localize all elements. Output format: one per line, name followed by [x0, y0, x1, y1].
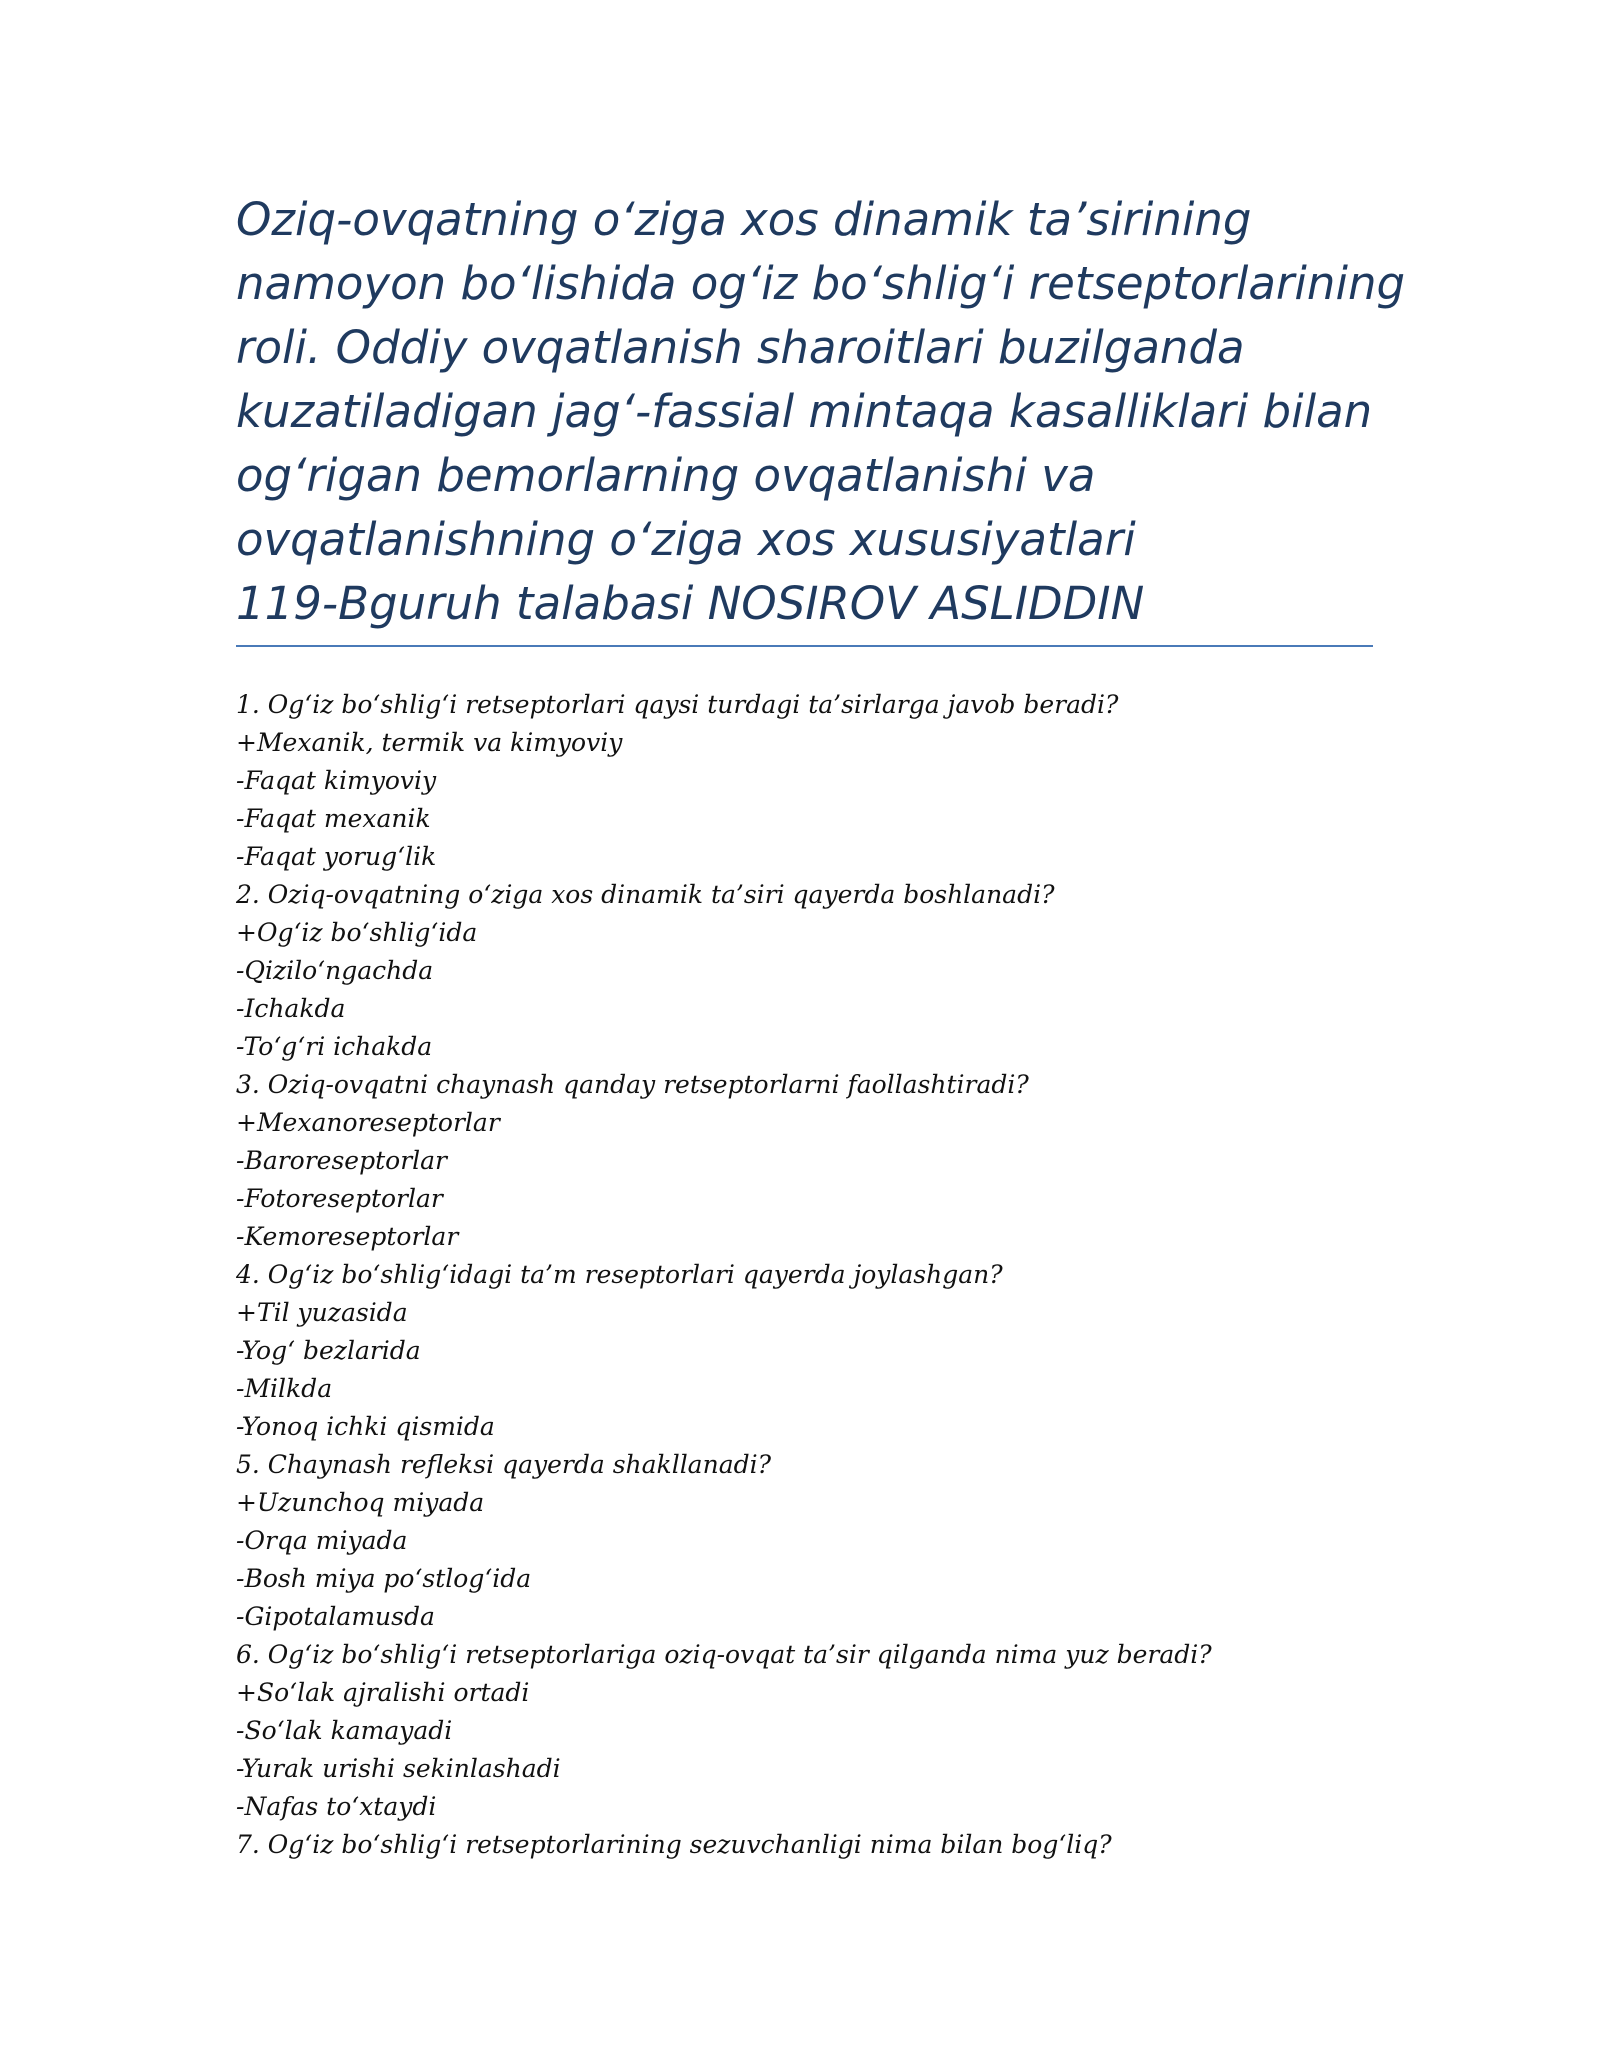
question-text: 5. Chaynash refleksi qayerda shakllanadi?: [236, 1450, 771, 1479]
answer-option: -So‘lak kamayadi: [236, 1716, 453, 1745]
answer-option: -Fotoreseptorlar: [236, 1184, 443, 1213]
title-divider: [236, 645, 1373, 647]
answer-option: -Milkda: [236, 1374, 333, 1403]
question-list: [236, 686, 1376, 1864]
answer-option: -Gipotalamusda: [236, 1602, 435, 1631]
author-line: 119-Bguruh talabasi NOSIROV ASLIDDIN: [236, 577, 1145, 630]
title-line: kuzatiladigan jag‘-fassial mintaqa kasalliklari bilan: [236, 385, 1373, 438]
answer-option: -Yog‘ bezlarida: [236, 1336, 421, 1365]
correct-answer: +So‘lak ajralishi ortadi: [236, 1678, 530, 1707]
question-text: 3. Oziq-ovqatni chaynash qanday retseptorlarni faollashtiradi?: [236, 1070, 1029, 1099]
answer-option: -Bosh miya po‘stlog‘ida: [236, 1564, 532, 1593]
correct-answer: +Mexanik, termik va kimyoviy: [236, 728, 623, 757]
question-text: 1. Og‘iz bo‘shlig‘i retseptorlari qaysi turdagi ta’sirlarga javob beradi?: [236, 690, 1119, 719]
document-title: [236, 188, 1406, 636]
answer-option: -Baroreseptorlar: [236, 1146, 447, 1175]
title-line: ovqatlanishning o‘ziga xos xususiyatlari: [236, 513, 1136, 566]
answer-option: -Faqat kimyoviy: [236, 766, 437, 795]
answer-option: -Ichakda: [236, 994, 346, 1023]
answer-option: -Nafas to‘xtaydi: [236, 1792, 437, 1821]
answer-option: -To‘g‘ri ichakda: [236, 1032, 433, 1061]
answer-option: -Qizilo‘ngachda: [236, 956, 434, 985]
question-text: 4. Og‘iz bo‘shlig‘idagi ta’m reseptorlari qayerda joylashgan?: [236, 1260, 1003, 1289]
title-line: roli. Oddiy ovqatlanish sharoitlari buzilganda: [236, 321, 1245, 374]
correct-answer: +Mexanoreseptorlar: [236, 1108, 500, 1137]
correct-answer: +Uzunchoq miyada: [236, 1488, 485, 1517]
answer-option: -Kemoreseptorlar: [236, 1222, 459, 1251]
answer-option: -Yonoq ichki qismida: [236, 1412, 495, 1441]
title-line: Oziq-ovqatning o‘ziga xos dinamik ta’sirining: [236, 193, 1252, 246]
answer-option: -Yurak urishi sekinlashadi: [236, 1754, 561, 1783]
question-text: 7. Og‘iz bo‘shlig‘i retseptorlarining sezuvchanligi nima bilan bog‘liq?: [236, 1830, 1112, 1859]
question-text: 6. Og‘iz bo‘shlig‘i retseptorlariga oziq-ovqat ta’sir qilganda nima yuz beradi?: [236, 1640, 1212, 1669]
answer-option: -Orqa miyada: [236, 1526, 408, 1555]
correct-answer: +Og‘iz bo‘shlig‘ida: [236, 918, 478, 947]
correct-answer: +Til yuzasida: [236, 1298, 408, 1327]
title-line: namoyon bo‘lishida og‘iz bo‘shlig‘i retseptorlarining: [236, 257, 1406, 310]
question-text: 2. Oziq-ovqatning o‘ziga xos dinamik ta’siri qayerda boshlanadi?: [236, 880, 1055, 909]
answer-option: -Faqat mexanik: [236, 804, 431, 833]
answer-option: -Faqat yorug‘lik: [236, 842, 437, 871]
title-line: og‘rigan bemorlarning ovqatlanishi va: [236, 449, 1096, 502]
